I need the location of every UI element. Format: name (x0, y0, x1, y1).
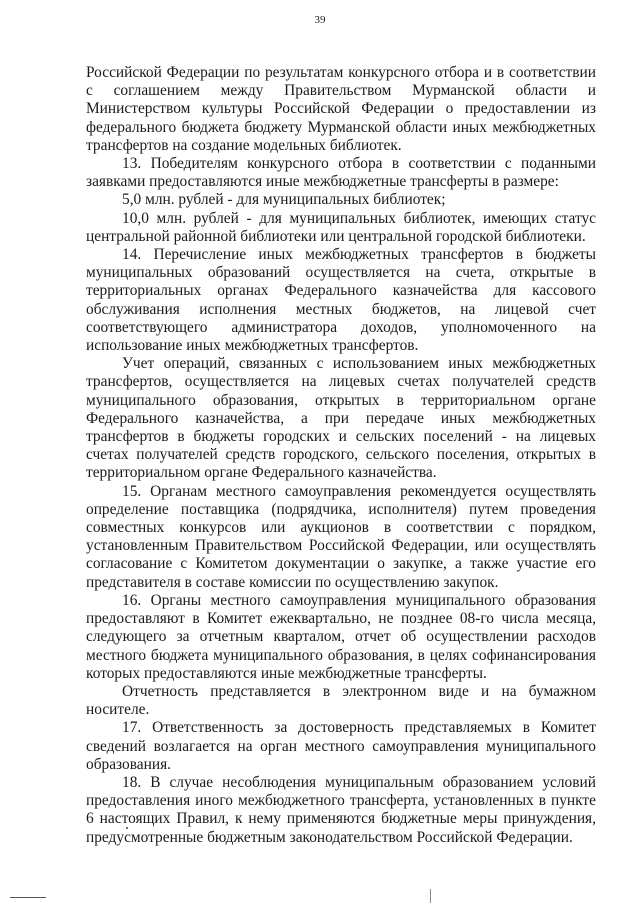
paragraph-item-17: 17. Ответственность за достоверность представляемых в Комитет сведений возлагается на орган местного самоуправления муниципального образования. (86, 719, 596, 773)
paragraph-reporting-format: Отчетность представляется в электронном виде и на бумажном носителе. (86, 682, 596, 719)
paragraph-accounting: Учет операций, связанных с использованием иных межбюджетных трансфертов, осуществляется на лицевых счетах получателей средств муниципального образования, открытых в территориальном органе Федерального казначейства, а при передаче иных межбюджетных трансфертов в бюджеты городских и сельских поселений - на лицевых счетах получателей средств городского, сельского поселения, открытых в территориальном органе Федерального казначейства. (86, 355, 596, 482)
paragraph-continuation: Российской Федерации по результатам конкурсного отбора и в соответствии с соглашением между Правительством Мурманской области и Министерством культуры Российской Федерации о предоставлении из федерального бюджета бюджету Мурманской области иных межбюджетных трансфертов на создание модельных библиотек. (86, 64, 596, 154)
paragraph-item-15: 15. Органам местного самоуправления рекомендуется осуществлять определение поставщика (подрядчика, исполнителя) путем проведения совместных конкурсов или аукционов в соответствии с порядком, установленным Правительством Российской Федерации, или осуществлять согласование с Комитетом документации о закупке, а также участие его представителя в составе комиссии по осуществлению закупок. (86, 482, 596, 591)
paragraph-item-18: 18. В случае несоблюдения муниципальным образованием условий предоставления иного межбюджетного трансферта, установленных в пункте 6 настоящих Правил, к нему применяются бюджетные меры принуждения, предусмотренные бюджетным законодательством Российской Федерации. (86, 773, 596, 846)
scan-speck (126, 827, 128, 829)
document-body (86, 64, 596, 847)
scan-edge-mark-left (10, 897, 46, 898)
paragraph-item-16: 16. Органы местного самоуправления муниципального образования предоставляют в Комитет ежеквартально, не позднее 08-го числа месяца, следующего за отчетным кварталом, отчет об осуществлении расходов местного бюджета муниципального образования, в целях софинансирования которых предоставляются иные межбюджетные трансферты. (86, 591, 596, 682)
page-number: 39 (314, 14, 326, 26)
paragraph-item-14: 14. Перечисление иных межбюджетных трансфертов в бюджеты муниципальных образований осуществляется на счета, открытые в территориальных органах Федерального казначейства для кассового обслуживания исполнения местных бюджетов, на лицевой счет соответствующего администратора доходов, уполномоченного на использование иных межбюджетных трансфертов. (86, 246, 596, 355)
paragraph-item-13: 13. Победителям конкурсного отбора в соответствии с поданными заявками предоставляются иные межбюджетные трансферты в размере: (86, 155, 596, 191)
scan-edge-mark-right (430, 889, 431, 903)
paragraph-amount-central: 10,0 млн. рублей - для муниципальных библиотек, имеющих статус центральной районной библиотеки или центральной городской библиотеки. (86, 209, 596, 245)
paragraph-amount-municipal: 5,0 млн. рублей - для муниципальных библиотек; (122, 191, 446, 209)
